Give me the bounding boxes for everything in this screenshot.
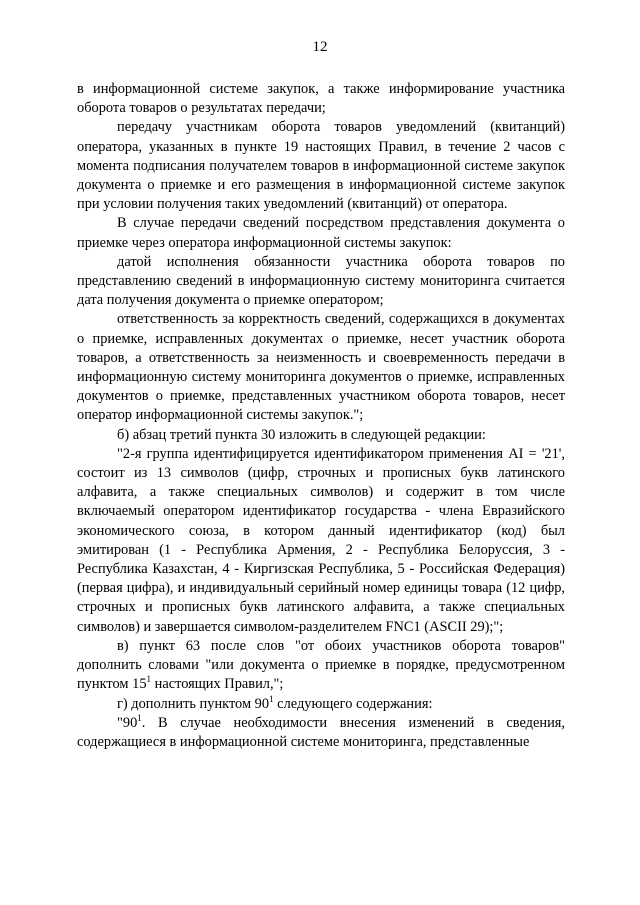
paragraph-9 — [77, 695, 565, 714]
paragraph-10-text-before: "90 — [117, 714, 138, 731]
page-number: 12 — [312, 39, 328, 55]
superscript-1: 1 — [269, 693, 274, 704]
superscript-1: 1 — [146, 674, 152, 685]
paragraph-8-text-after: настоящих Правил,"; — [151, 676, 284, 693]
paragraph-2: передачу участникам оборота товаров уведомлений (квитанций) оператора, указанных в пункте 19 настоящих Правил, в течение 2 часов с момента подписания получателем товаров в информационной системе закупок документа о приемке и его размещения в информационной системе закупок при условии получения таких уведомлений (квитанций) от оператора. — [77, 119, 565, 213]
document-body — [77, 80, 565, 752]
paragraph-10 — [77, 714, 565, 752]
superscript-1: 1 — [137, 712, 142, 723]
paragraph-8 — [77, 637, 565, 695]
paragraph-5: ответственность за корректность сведений, содержащихся в документах о приемке, исправленных документах о приемке, несет участник оборота товаров, а ответственность за неизменность и своевременность передачи в информационную систему мониторинга документов о приемке, исправленных документов о приемке, представленных участником оборота товаров, несет оператор информационной системы закупок."; — [77, 311, 565, 424]
paragraph-9-text-after: следующего содержания: — [273, 695, 433, 712]
paragraph-4: датой исполнения обязанности участника оборота товаров по представлению сведений в информационную систему мониторинга считается дата получения документа о приемке оператором; — [77, 253, 565, 309]
paragraph-1: в информационной системе закупок, а также информирование участника оборота товаров о результатах передачи; — [77, 81, 565, 117]
paragraph-7: "2-я группа идентифицируется идентификатором применения AI = '21', состоит из 13 символов (цифр, строчных и прописных букв латинского алфавита, а также специальных символов) и содержит в том числе включаемый оператором идентификатор государства - члена Евразийского экономического союза, в котором данный идентификатор (код) был эмитирован (1 - Республика Армения, 2 - Республика Белоруссия, 3 - Республика Казахстан, 4 - Киргизская Республика, 5 - Российская Федерация) (первая цифра), и индивидуальный серийный номер единицы товара (12 цифр, строчных и прописных букв латинского алфавита, а также специальных символов) и завершается символом-разделителем FNC1 (ASCII 29);"; — [77, 445, 565, 635]
paragraph-10-text-after: . В случае необходимости внесения изменений в сведения, содержащиеся в информационной системе мониторинга, представленные — [77, 714, 565, 750]
paragraph-3: В случае передачи сведений посредством представления документа о приемке через оператора информационной системы закупок: — [77, 215, 565, 251]
paragraph-6: б) абзац третий пункта 30 изложить в следующей редакции: — [117, 426, 486, 443]
paragraph-9-text-before: г) дополнить пунктом 90 — [117, 695, 270, 712]
paragraph-8-text-before: в) пункт 63 после слов "от обоих участников оборота товаров" дополнить словами "или документа о приемке в порядке, предусмотренном пунктом 15 — [77, 637, 565, 693]
